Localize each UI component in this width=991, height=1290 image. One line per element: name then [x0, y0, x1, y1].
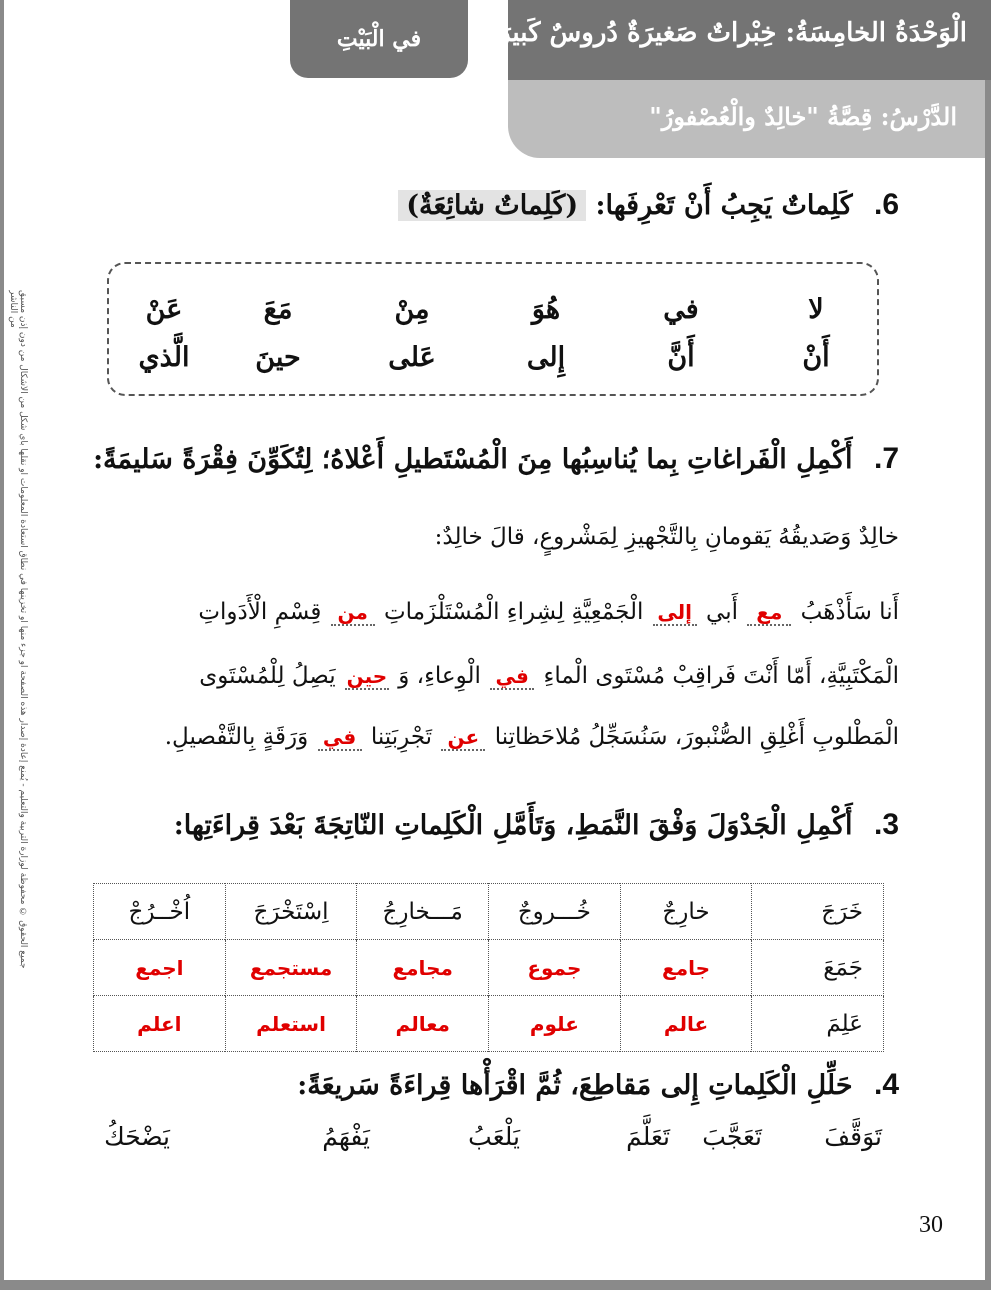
section6-highlight: (كَلِماتٌ شائِعَةٌ) [398, 190, 586, 221]
table-cell: عَلِمَ [752, 996, 884, 1052]
answer-cell[interactable]: استعلم [225, 996, 357, 1052]
blank-field[interactable] [441, 725, 485, 751]
pattern-table [93, 883, 884, 1052]
common-word: مِنْ [394, 294, 430, 325]
lesson-header [508, 80, 985, 158]
line-text: قِسْمِ الْأَدَواتِ [198, 599, 322, 625]
section3-number: 3. [873, 808, 899, 841]
common-word: لا [808, 294, 824, 325]
common-word: حينَ [255, 342, 301, 373]
common-word: مَعَ [263, 294, 293, 325]
table-cell: خارِجٌ [620, 884, 752, 940]
answer-cell[interactable]: عالم [620, 996, 752, 1052]
common-word: الَّذي [138, 342, 190, 373]
fill-line-1 [198, 597, 899, 627]
blank-field[interactable] [345, 664, 389, 690]
blank-field[interactable] [331, 600, 375, 626]
answer-cell[interactable]: مجامع [357, 940, 489, 996]
home-tab: في الْبَيْتِ [290, 0, 468, 78]
syllable-word: تَعَلَّمَ [626, 1122, 670, 1151]
common-word: هُوَ [531, 294, 561, 325]
common-word: عَنْ [145, 294, 183, 325]
blank-field[interactable] [318, 725, 362, 751]
page-frame-bottom [0, 1280, 991, 1290]
common-words-box [107, 262, 879, 396]
table-cell: اِسْتَخْرَجَ [225, 884, 357, 940]
section4-number: 4. [873, 1068, 899, 1101]
unit-header [484, 0, 991, 80]
table-cell: مَـــخارِجُ [357, 884, 489, 940]
line-text: الْمَطْلوبِ أَغْلِقِ الصُّنْبورَ، سَنُسَجِّلُ مُلاحَظاتِنا [494, 724, 899, 750]
section7-intro: خالِدٌ وَصَديقُهُ يَقومانِ بِالتَّجْهيزِ لِمَشْروعٍ، قالَ خالِدٌ: [434, 524, 899, 550]
answer-cell[interactable]: معالم [357, 996, 489, 1052]
section7-number: 7. [873, 442, 899, 475]
common-word: أَنْ [802, 342, 830, 373]
syllable-words [60, 1122, 890, 1172]
unit-title: الْوَحْدَةُ الخامِسَةُ: خِبْراتٌ صَغيرَةٌ دُروسٌ كَبيرَةٌ [484, 18, 967, 48]
blank-answer: من [337, 600, 368, 624]
table-row [94, 996, 884, 1052]
line-text: الْجَمْعِيَّةِ لِشِراءِ الْمُسْتَلْزَماتِ [384, 599, 644, 625]
answer-cell[interactable]: اعلم [94, 996, 226, 1052]
line-text: يَصِلُ لِلْمُسْتَوى [199, 663, 336, 689]
syllable-word: يَلْعَبُ [468, 1122, 520, 1151]
table-cell: خَرَجَ [752, 884, 884, 940]
blank-answer: حين [346, 664, 388, 688]
blank-answer: مع [756, 600, 783, 624]
common-word: عَلى [388, 342, 436, 373]
section7-heading [93, 442, 899, 476]
fill-line-2 [199, 661, 899, 691]
section4-heading [297, 1068, 899, 1102]
line-text: تَجْرِبَتِنا [370, 724, 433, 750]
blank-answer: في [495, 664, 529, 688]
line-text: الْوِعاءِ، وَ [398, 663, 481, 689]
line-text: وَرَقَةٍ بِالتَّفْصيلِ. [164, 724, 309, 750]
section3-text: أَكْمِلِ الْجَدْوَلَ وَفْقَ النَّمَطِ، وَتَأَمَّلِ الْكَلِماتِ النّاتِجَةَ بَعْدَ قِراءَتِها: [173, 810, 853, 841]
blank-answer: إلى [657, 600, 693, 624]
table-row [94, 940, 884, 996]
line-text: أَنا سَأَذْهَبُ [800, 599, 899, 625]
section7-text: أَكْمِلِ الْفَراغاتِ بِما يُناسِبُها مِنَ الْمُسْتَطيلِ أَعْلاهُ؛ لِتُكَوِّنَ فِقْرَةً سَليمَةً: [93, 444, 853, 475]
table-row [94, 884, 884, 940]
section6-number: 6. [873, 188, 899, 221]
section3-heading [174, 808, 899, 842]
common-word: في [663, 294, 699, 325]
page-number: 30 [919, 1212, 943, 1238]
section6-heading [398, 188, 899, 222]
blank-answer: عن [447, 725, 480, 749]
common-word: أَنَّ [667, 342, 695, 373]
blank-field[interactable] [490, 664, 534, 690]
common-word: إِلى [526, 342, 566, 373]
line-text: أَبي [706, 599, 739, 625]
table-cell: جَمَعَ [752, 940, 884, 996]
page-frame-left [0, 0, 4, 1290]
blank-answer: في [322, 725, 357, 749]
copyright-note: جميع الحقوق © محفوظة لوزارة التربية والتعليم - يُمنع إعادة إصدار هذه الصفحة أو جزء منها أو تخزينها في نطاق استعادة المعلومات أو نقلها بأي شكل من الأشكال من دون إذن مسبق من الناشر [8, 290, 28, 969]
syllable-word: يَفْهَمُ [322, 1122, 370, 1151]
table-cell: خُـــروجٌ [489, 884, 621, 940]
line-text: الْمَكْتَبِيَّةِ، أَمّا أَنْتَ فَراقِبْ مُسْتَوى الْماءِ [543, 663, 899, 689]
syllable-word: يَضْحَكُ [104, 1122, 170, 1151]
syllable-word: تَعَجَّبَ [702, 1122, 762, 1151]
answer-cell[interactable]: مستجمع [225, 940, 357, 996]
answer-cell[interactable]: اجمع [94, 940, 226, 996]
blank-field[interactable] [747, 600, 791, 626]
section6-text: كَلِماتٌ يَجِبُ أَنْ تَعْرِفَها: [595, 190, 853, 221]
syllable-word: تَوَقَّفَ [824, 1122, 882, 1151]
table-cell: اُخْــرُجْ [94, 884, 226, 940]
lesson-title: الدَّرْسُ: قِصَّةُ "خالِدٌ والْعُصْفورُ" [649, 102, 957, 131]
answer-cell[interactable]: علوم [489, 996, 621, 1052]
answer-cell[interactable]: جموع [489, 940, 621, 996]
fill-line-3 [165, 722, 899, 752]
page-frame-right [985, 0, 991, 1290]
answer-cell[interactable]: جامع [620, 940, 752, 996]
section4-text: حَلِّلِ الْكَلِماتِ إِلى مَقاطِعَ، ثُمَّ اقْرَأْها قِراءَةً سَريعَةً: [297, 1070, 853, 1101]
blank-field[interactable] [653, 600, 697, 626]
